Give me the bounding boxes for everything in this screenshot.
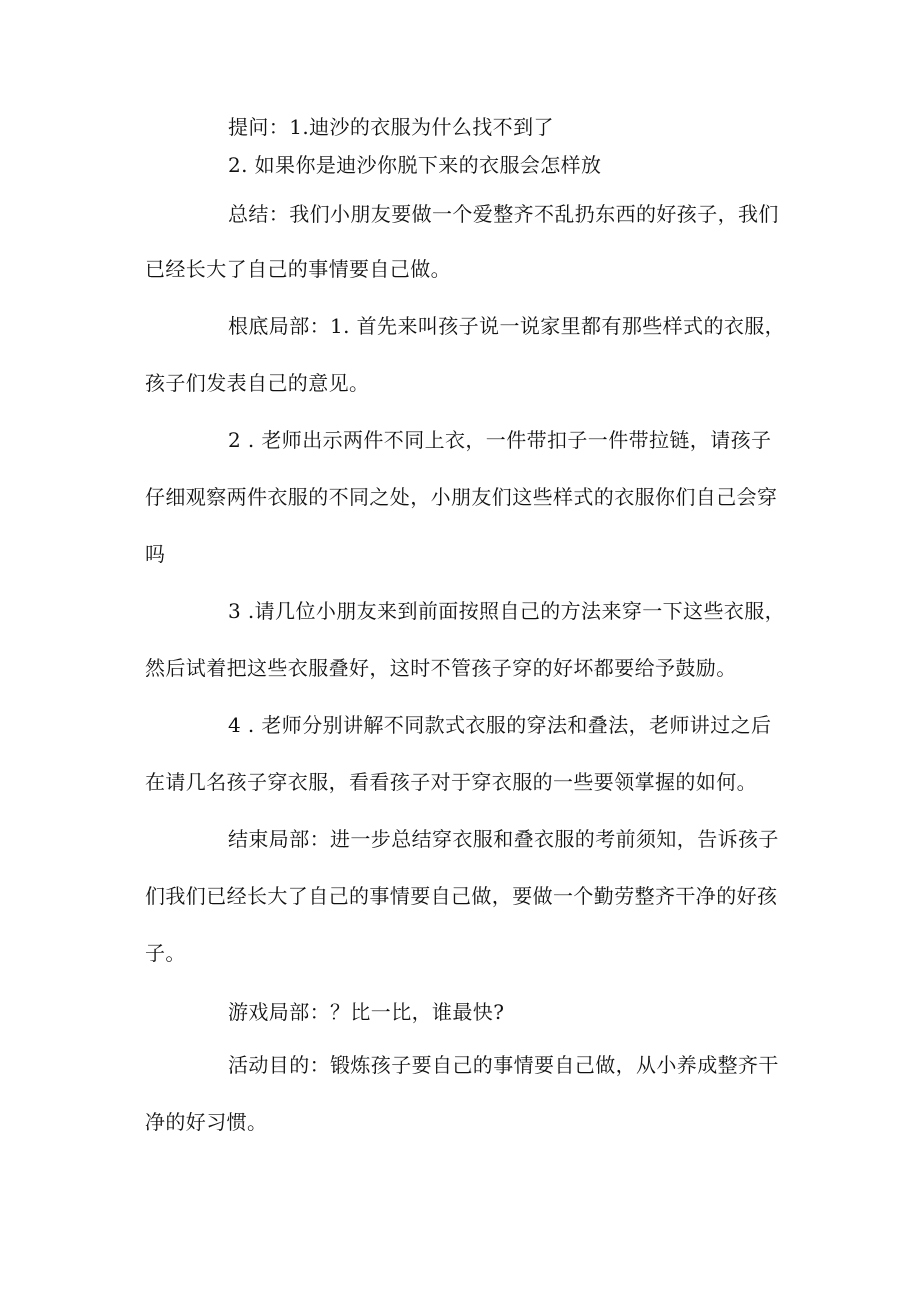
text-line-step-3: 3 .请几位小朋友来到前面按照自己的方法来穿一下这些衣服， bbox=[228, 599, 786, 623]
text-line-step-2-end: 吗 bbox=[145, 542, 166, 566]
text-line-ending: 结束局部：进一步总结穿衣服和叠衣服的考前须知，告诉孩子 bbox=[228, 827, 779, 851]
text-line-step-4: 4 . 老师分别讲解不同款式衣服的穿法和叠法，老师讲过之后 bbox=[228, 713, 772, 737]
text-line-step-2: 2 . 老师出示两件不同上衣，一件带扣子一件带拉链，请孩子 bbox=[228, 428, 772, 452]
text-line-summary-cont: 已经长大了自己的事情要自己做。 bbox=[145, 257, 451, 281]
text-line-step-4-cont: 在请几名孩子穿衣服，看看孩子对于穿衣服的一些要领掌握的如何。 bbox=[145, 770, 757, 794]
text-line-ending-cont: 们我们已经长大了自己的事情要自己做，要做一个勤劳整齐干净的好孩 bbox=[145, 884, 778, 908]
text-line-goal: 活动目的：锻炼孩子要自己的事情要自己做，从小养成整齐干 bbox=[228, 1053, 779, 1077]
text-line-step-2-cont: 仔细观察两件衣服的不同之处，小朋友们这些样式的衣服你们自己会穿 bbox=[145, 485, 778, 509]
text-line-question-1: 提问：1.迪沙的衣服为什么找不到了 bbox=[228, 115, 554, 139]
text-line-question-2: 2. 如果你是迪沙你脱下来的衣服会怎样放 bbox=[228, 153, 602, 177]
text-line-goal-cont: 净的好习惯。 bbox=[145, 1110, 268, 1134]
text-line-ending-end: 子。 bbox=[145, 941, 186, 965]
text-line-basic-part-cont: 孩子们发表自己的意见。 bbox=[145, 371, 370, 395]
text-line-basic-part: 根底局部：1. 首先来叫孩子说一说家里都有那些样式的衣服， bbox=[228, 314, 786, 338]
text-line-step-3-cont: 然后试着把这些衣服叠好，这时不管孩子穿的好坏都要给予鼓励。 bbox=[145, 656, 737, 680]
text-line-game: 游戏局部：？比一比，谁最快? bbox=[228, 1000, 505, 1024]
text-line-summary: 总结：我们小朋友要做一个爱整齐不乱扔东西的好孩子，我们 bbox=[228, 202, 779, 226]
